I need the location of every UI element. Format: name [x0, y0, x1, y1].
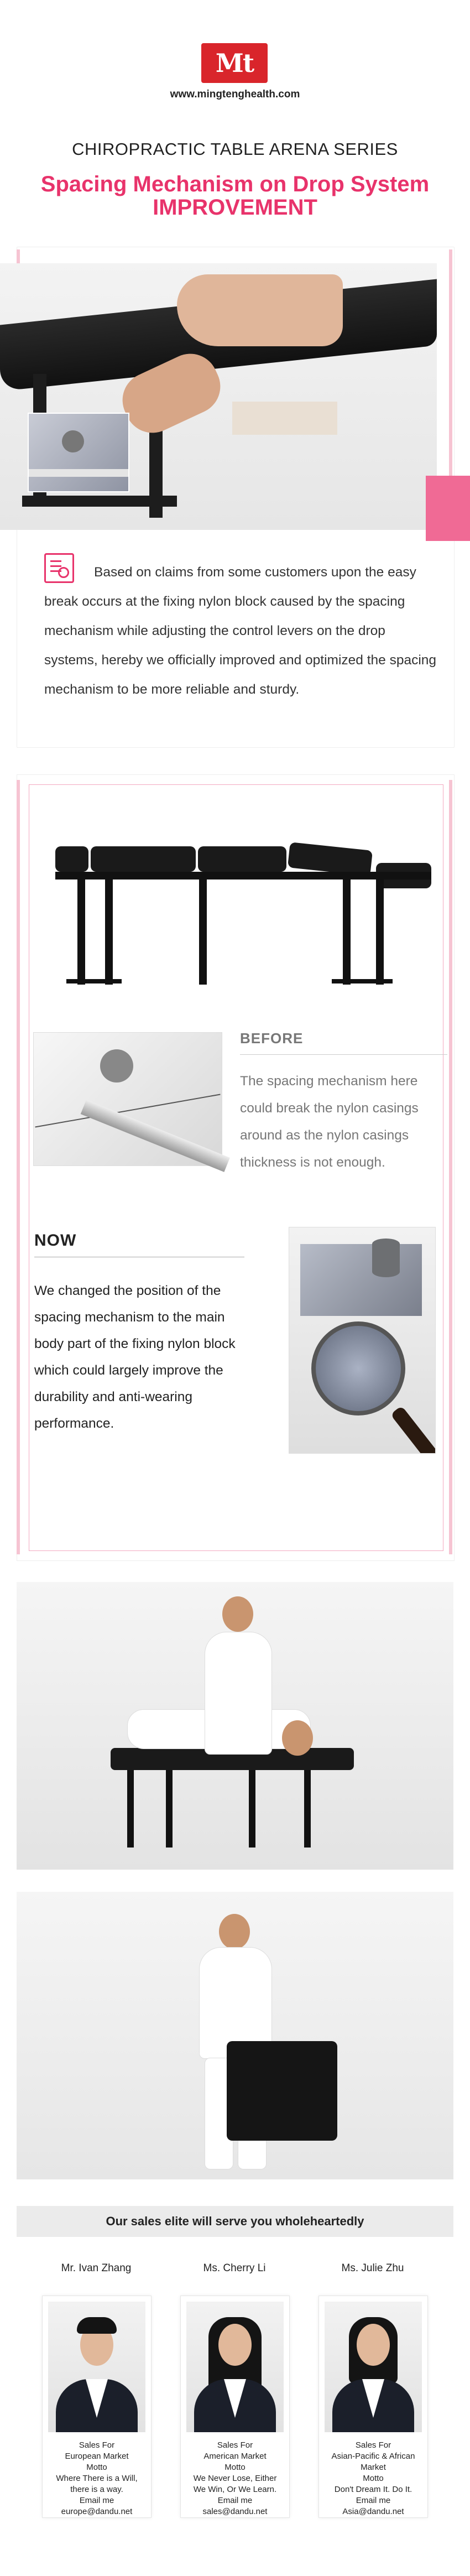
- rep-line: Sales For: [355, 2440, 391, 2450]
- rep-info: [181, 2440, 289, 2517]
- table-leg: [77, 874, 85, 985]
- rep-name: Ms. Julie Zhu: [341, 2262, 404, 2274]
- rep-line: there is a way.: [70, 2485, 123, 2494]
- rep-info: [319, 2440, 427, 2517]
- rep-line: Motto: [224, 2463, 246, 2472]
- spacing-rod: [81, 1100, 230, 1172]
- rep-line: Motto: [86, 2463, 107, 2472]
- before-heading: BEFORE: [240, 1030, 304, 1047]
- now-text: We changed the position of the spacing mechanism to the main body part of the fixing nylon block which could largely improve the durability and anti-wearing performance.: [34, 1283, 236, 1431]
- table-leg: [105, 874, 113, 985]
- nylon-block: [300, 1244, 422, 1316]
- rep-email[interactable]: sales@dandu.net: [202, 2507, 268, 2516]
- rep-line: Email me: [79, 2496, 114, 2505]
- table-foot: [66, 979, 122, 983]
- before-mechanism-image: [33, 1032, 222, 1166]
- intro-paragraph: Based on claims from some customers upon the easy break occurs at the fixing nylon block caused by the spacing mechanism while adjusting the control levers on the drop systems, hereby we officially improved and optimized the spacing mechanism to be more reliable and sturdy.: [44, 565, 437, 697]
- now-heading: NOW: [34, 1231, 77, 1250]
- rep-info: [43, 2440, 151, 2517]
- rep-email[interactable]: Asia@dandu.net: [342, 2507, 404, 2516]
- table-leg: [127, 1770, 134, 1848]
- rep-line: Don't Dream It. Do It.: [334, 2485, 412, 2494]
- headrest: [55, 846, 88, 872]
- main-title-line2: IMPROVEMENT: [153, 195, 317, 220]
- rep-line: European Market: [65, 2452, 129, 2461]
- table-leg: [166, 1770, 173, 1848]
- spacing-pin: [372, 1238, 400, 1277]
- table-foot: [332, 979, 393, 983]
- decor-bar: [449, 780, 452, 1554]
- rep-card: [42, 2296, 152, 2518]
- carry-case-photo: [17, 1892, 453, 2179]
- decor-block: [426, 476, 470, 541]
- sales-rep-card: [180, 2262, 289, 2518]
- chiropractic-table-image: [44, 813, 442, 1001]
- brand-logo: Mt: [201, 43, 268, 83]
- drop-mechanism: [232, 402, 337, 435]
- nylon-hole: [100, 1049, 133, 1083]
- rep-line: Sales For: [79, 2440, 115, 2450]
- rep-card: [318, 2296, 428, 2518]
- table-leg: [376, 874, 384, 985]
- rep-photo: [325, 2302, 422, 2432]
- table-leg: [343, 874, 351, 985]
- spacing-rod: [29, 469, 128, 477]
- therapist: [205, 1632, 272, 1755]
- table-section: [288, 842, 373, 876]
- now-mechanism-image: [289, 1227, 436, 1454]
- rep-email[interactable]: europe@dandu.net: [61, 2507, 133, 2516]
- magnifier-handle: [390, 1406, 436, 1454]
- rep-card: [180, 2296, 290, 2518]
- magnifier-icon: [311, 1321, 405, 1416]
- sales-rep-card: [42, 2262, 150, 2518]
- decor-bar: [17, 780, 20, 1554]
- rep-line: Motto: [363, 2474, 384, 2483]
- before-text: The spacing mechanism here could break the nylon casings around as the nylon casings thickness is not enough.: [240, 1074, 419, 1170]
- divider: [240, 1054, 447, 1055]
- website-url[interactable]: www.mingtenghealth.com: [170, 89, 300, 100]
- rep-photo: [186, 2302, 284, 2432]
- rep-line: We Never Lose, Either: [193, 2474, 277, 2483]
- sales-rep-card: [318, 2262, 427, 2518]
- rep-photo: [48, 2302, 145, 2432]
- series-title: CHIROPRACTIC TABLE ARENA SERIES: [72, 139, 398, 159]
- man-head: [219, 1914, 250, 1949]
- rep-hair: [77, 2317, 117, 2334]
- rep-name: Ms. Cherry Li: [203, 2262, 266, 2274]
- table-leg: [199, 874, 207, 985]
- rep-face: [218, 2324, 252, 2366]
- rep-line: Where There is a Will,: [56, 2474, 138, 2483]
- rep-line: We Win, Or We Learn.: [193, 2485, 277, 2494]
- main-title: [0, 173, 470, 219]
- hand: [177, 274, 343, 346]
- mechanism-inset: [28, 413, 129, 492]
- table-leg: [304, 1770, 311, 1848]
- main-title-line1: Spacing Mechanism on Drop System: [40, 172, 430, 196]
- rep-line: American Market: [203, 2452, 267, 2461]
- drop-lever-photo: [0, 263, 437, 530]
- table-leg: [249, 1770, 255, 1848]
- table-base: [22, 496, 177, 507]
- rep-name: Mr. Ivan Zhang: [61, 2262, 132, 2274]
- rep-line: Sales For: [217, 2440, 253, 2450]
- table-case: [227, 2041, 337, 2141]
- nylon-block: [62, 430, 84, 452]
- rep-line: Market: [361, 2463, 386, 2472]
- patient-head: [282, 1720, 313, 1756]
- treatment-photo: [17, 1582, 453, 1870]
- therapist-head: [222, 1596, 253, 1632]
- rep-line: Asian-Pacific & African: [331, 2452, 415, 2461]
- sales-banner: Our sales elite will serve you wholeheartedly: [17, 2206, 453, 2237]
- rep-line: Email me: [356, 2496, 391, 2505]
- table-section: [91, 846, 196, 872]
- rep-face: [357, 2324, 390, 2366]
- rep-line: Email me: [217, 2496, 253, 2505]
- table-section: [198, 846, 286, 872]
